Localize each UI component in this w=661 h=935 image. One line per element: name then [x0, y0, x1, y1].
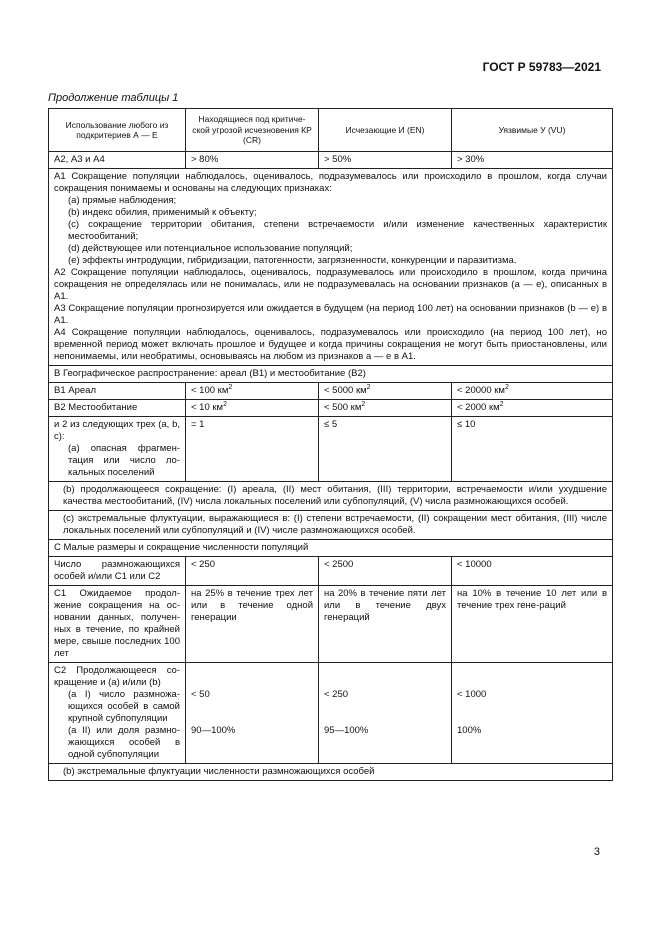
table-row: [49, 557, 613, 586]
column-header: Находящиеся под критиче-ской угрозой исчезновения КР (CR): [186, 109, 319, 152]
sub-criterion: (а II) или доля размно-жающихся особей в одной субпопуляции: [68, 725, 180, 760]
list-item: (е) эффекты интродукции, гибридизации, патогенности, загрязненности, конкуренции и паразитизма.: [68, 255, 517, 266]
cell-en: < 2500: [319, 557, 452, 586]
cell-cr: = 1: [186, 417, 319, 482]
c-b-text: (b) экстремальные флуктуации численности размножающихся особей: [49, 764, 613, 781]
row-label: С1 Ожидаемое продол-жение сокращения на ос-новании данных, получен-ных в течение, по крайней мере, свыше последних 100 лет: [49, 586, 186, 663]
column-header: Уязвимые У (VU): [452, 109, 613, 152]
table-header-row: [49, 109, 613, 152]
list-item: (b) индекс обилия, применимый к объекту;: [68, 207, 257, 218]
page-number: 3: [593, 846, 600, 858]
cell-cr: < 250: [186, 557, 319, 586]
a2-text: А2 Сокращение популяции наблюдалось, оценивалось, подразумевалось или происходило в прошлом, когда причина сокращения не определялась или не понималась, или не подразумевалась на основании признаков (а — е), описанных в А1.: [54, 267, 607, 302]
b-c-text: (с) экстремальные флуктуации, выражающиеся в: (I) степени встречаемости, (II) сокращении мест обитания, (III) числе локальных поселений или субпопуляций и (IV) числе размножающихся особей.: [49, 511, 613, 540]
criterion-a-text: [49, 169, 613, 366]
cell-vu: < 2000 $км^2$: [452, 400, 613, 417]
a1-text: А1 Сокращение популяции наблюдалось, оценивалось, подразумевалось или происходило в прошлом, когда случаи сокращения понимаемы и основаны на следующих признаках:: [54, 171, 607, 194]
cell-vu: ≤ 10: [452, 417, 613, 482]
table-row: [49, 764, 613, 781]
a4-text: А4 Сокращение популяции наблюдалось, оценивалось, подразумевалось или происходило (на период 100 лет), но временной период может включать прошлое и будущее и когда причины сокращения не могут быть приостановлены, или непонимаемы, или необратимы, основываясь на любом из признаков а — е в А1.: [54, 327, 607, 362]
column-header: Использование любого из подкритериев А — Е: [49, 109, 186, 152]
cell-cr: на 25% в течение трех лет или в течение одной генерации: [186, 586, 319, 663]
column-header: Исчезающие И (EN): [319, 109, 452, 152]
table-row: [49, 663, 613, 764]
section-b-title-row: [49, 366, 613, 383]
table-row: [49, 586, 613, 663]
list-item: (d) действующее или потенциальное использование популяций;: [68, 243, 353, 254]
cell-vu: < 10000: [452, 557, 613, 586]
table-row: [49, 152, 613, 169]
sub-criterion: (а I) число размножа-ющихся особей в самой крупной субпопуляции: [68, 689, 180, 724]
cell-cr: < 50 90—100%: [186, 663, 319, 764]
cell-en: < 500 $км^2$: [319, 400, 452, 417]
section-c-title: С Малые размеры и сокращение численности популяций: [49, 540, 613, 557]
cell-vu: < 20000 $км^2$: [452, 383, 613, 400]
cell-vu: > 30%: [452, 152, 613, 169]
cell-en: < 5000 $км^2$: [319, 383, 452, 400]
sub-criterion: (а) опасная фрагмен-тация или число ло-кальных поселений: [68, 443, 180, 478]
cell-cr: < 100 $км^2$: [186, 383, 319, 400]
row-label: С2 Продолжающееся со-кращение и (а) и/или (b) (а I) число размножа-ющихся особей в самой крупной субпопуляции (а II) или доля размно-жающихся особей в одной субпопуляции: [49, 663, 186, 764]
cell-vu: < 1000 100%: [452, 663, 613, 764]
cell-vu: на 10% в течение 10 лет или в течение трех гене-раций: [452, 586, 613, 663]
cell-en: > 50%: [319, 152, 452, 169]
section-c-title-row: [49, 540, 613, 557]
table-row: [49, 482, 613, 511]
criteria-table: [48, 108, 613, 781]
table-row: [49, 511, 613, 540]
row-label: А2, А3 и А4: [49, 152, 186, 169]
document-number: ГОСТ Р 59783—2021: [482, 60, 601, 74]
cell-cr: > 80%: [186, 152, 319, 169]
cell-en: на 20% в течение пяти лет или в течение двух генераций: [319, 586, 452, 663]
cell-en: < 250 95—100%: [319, 663, 452, 764]
section-b-title: В Географическое распространение: ареал (В1) и местообитание (В2): [49, 366, 613, 383]
list-item: (с) сокращение территории обитания, степени встречаемости и/или изменение качественных характеристик местообитаний;: [68, 219, 607, 242]
list-item: (а) прямые наблюдения;: [68, 195, 177, 206]
cell-cr: < 10 $км^2$: [186, 400, 319, 417]
row-label: В2 Местообитание: [49, 400, 186, 417]
table-row: [49, 383, 613, 400]
table-row: [49, 400, 613, 417]
table-row: [49, 417, 613, 482]
row-label: Число размножающихся особей и/или С1 или С2: [49, 557, 186, 586]
table-continuation-caption: Продолжение таблицы 1: [48, 92, 179, 104]
a3-text: А3 Сокращение популяции прогнозируется или ожидается в будущем (на период 100 лет) на основании признаков (b — е) в А1.: [54, 303, 607, 326]
b-b-text: (b) продолжающееся сокращение: (I) ареала, (II) мест обитания, (III) территории, встречаемости и/или ухудшение качества местообитаний, (IV) числа локальных поселений или субпопуляций, (V) числа размножающихся особей.: [49, 482, 613, 511]
cell-en: ≤ 5: [319, 417, 452, 482]
row-label: В1 Ареал: [49, 383, 186, 400]
row-label: и 2 из следующих трех (а, b, с): (а) опасная фрагмен-тация или число ло-кальных поселений: [49, 417, 186, 482]
criterion-a-description-row: [49, 169, 613, 366]
